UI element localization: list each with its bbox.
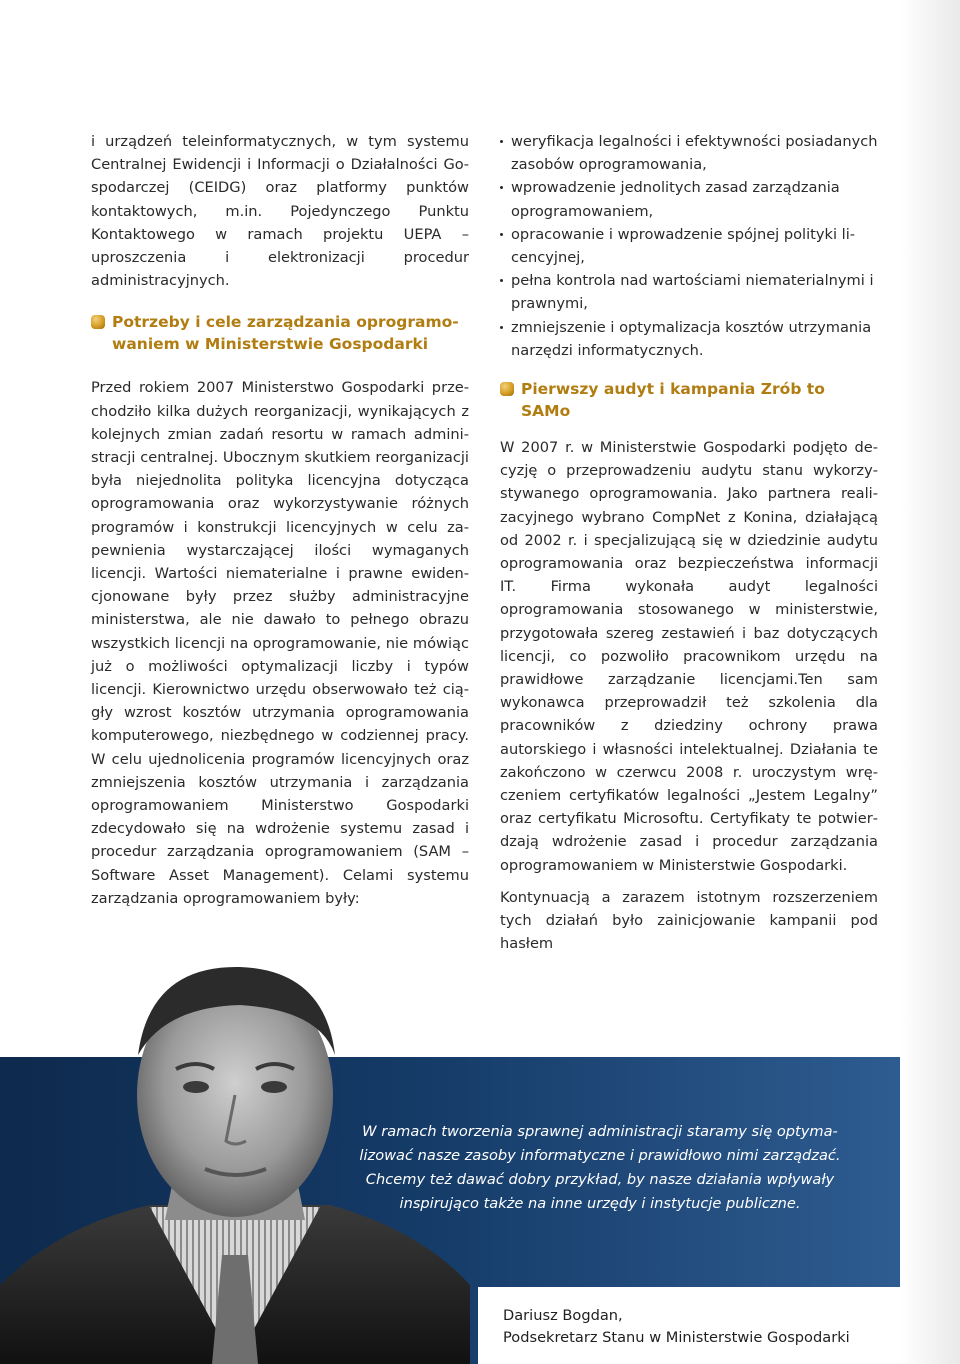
pull-quote-line: Chcemy też dawać dobry przykład, by nasze działania wpływały: [365, 1171, 835, 1188]
pull-quote-line: W ramach tworzenia sprawnej administracji staramy się optyma-: [362, 1123, 838, 1140]
section-heading-audit: [500, 378, 878, 422]
caption-role: Podsekretarz Stanu w Ministerstwie Gospodarki: [503, 1329, 850, 1346]
audit-body-paragraph: W 2007 r. w Ministerstwie Gospodarki podjęto decyzję o przeprowadzeniu audytu stanu wykorzystywanego oprogramowania. Jako partnera realizacyjnego wybrano CompNet z Konina, działającą od 2002 r. i specjalizującą się w dziedzinie audytu oprogramowania oraz bezpieczeństwa informacji IT. Firma wykonała audyt legalności oprogramowania stosowanego w ministerstwie, przygotowała szereg zestawień i baz dotyczących licencji, co pozwoliło pracownikom urzędu na prawidłowe zarządzanie licencjami.Ten sam wykonawca przeprowadził też szkolenia dla pracowników z dziedziny ochrony prawa autorskiego i własności intelektualnej. Działania te zakończono w czerwcu 2008 r. uroczystym wręczeniem certyfikatów legalności „Jestem Legalny” oraz certyfikatu Microsoftu. Certyfikaty te potwierdzają wdrożenie zasad i procedur zarządzania oprogramowaniem w Ministerstwie Gospodarki.: [500, 439, 878, 874]
goals-list: [500, 130, 878, 362]
list-item: opracowanie i wprowadzenie spójnej polityki licencyjnej,: [500, 223, 878, 269]
continuation-paragraph: Kontynuacją a zarazem istotnym rozszerzeniem tych działań było zainicjowanie kampanii pod hasłem: [500, 888, 878, 953]
bullet-square-icon: [91, 315, 105, 329]
pull-quote: [340, 1120, 860, 1216]
pull-quote-line: lizować nasze zasoby informatyczne i prawidłowo nimi zarządzać.: [359, 1147, 841, 1164]
right-column: [500, 130, 878, 956]
pull-quote-line: inspirująco także na inne urzędy i instytucje publiczne.: [399, 1195, 801, 1212]
page-edge-shadow: [900, 0, 960, 1364]
caption-name: Dariusz Bogdan,: [503, 1307, 623, 1324]
section-heading-needs: [91, 311, 469, 355]
left-column: [91, 130, 469, 910]
photo-caption: [478, 1287, 900, 1364]
list-item: pełna kontrola nad wartościami niematerialnymi i prawnymi,: [500, 269, 878, 315]
section-heading-needs-text: Potrzeby i cele zarządzania oprogramowaniem w Ministerstwie Gospodarki: [112, 313, 459, 354]
list-item: zmniejszenie i optymalizacja kosztów utrzymania narzędzi informatycznych.: [500, 316, 878, 362]
intro-paragraph: i urządzeń teleinformatycznych, w tym systemu Centralnej Ewidencji i Informacji o Działalności Gospodarczej (CEIDG) oraz platformy punktów kontaktowych, m.in. Pojedynczego Punktu Kontaktowego w ramach projektu UEPA – uproszczenia i elektronizacji procedur administracyjnych.: [91, 133, 469, 290]
bullet-square-icon: [500, 382, 514, 396]
section-heading-audit-text: Pierwszy audyt i kampania Zrób to SAMo: [521, 380, 825, 421]
list-item: wprowadzenie jednolitych zasad zarządzania oprogramowaniem,: [500, 176, 878, 222]
needs-body-paragraph: Przed rokiem 2007 Ministerstwo Gospodarki przechodziło kilka dużych reorganizacji, wynikających z kolejnych zmian zadań resortu w ramach administracji centralnej. Ubocznym skutkiem reorganizacji była niejednolita polityka licencyjna dotycząca oprogramowania oraz wykorzystywanie różnych programów i konstrukcji licencyjnych w celu zapewnienia wystarczającej ilości wymaganych licencji. Wartości niematerialne i prawne ewidencjonowane były przez służby administracyjne ministerstwa, ale nie dawało to pełnego obrazu wszystkich licencji na oprogramowanie, nie mówiąc już o możliwości optymalizacji liczby i typów licencji. Kierownictwo urzędu obserwowało też ciągły wzrost kosztów utrzymania oprogramowania komputerowego, niezbędnego w codziennej pracy. W celu ujednolicenia programów licencyjnych oraz zmniejszenia kosztów utrzymania i zarządzania oprogramowaniem Ministerstwo Gospodarki zdecydowało się na wdrożenie systemu zasad i procedur zarządzania oprogramowaniem (SAM – Software Asset Management). Celami systemu zarządzania oprogramowaniem były:: [91, 379, 469, 907]
list-item: weryfikacja legalności i efektywności posiadanych zasobów oprogramowania,: [500, 130, 878, 176]
